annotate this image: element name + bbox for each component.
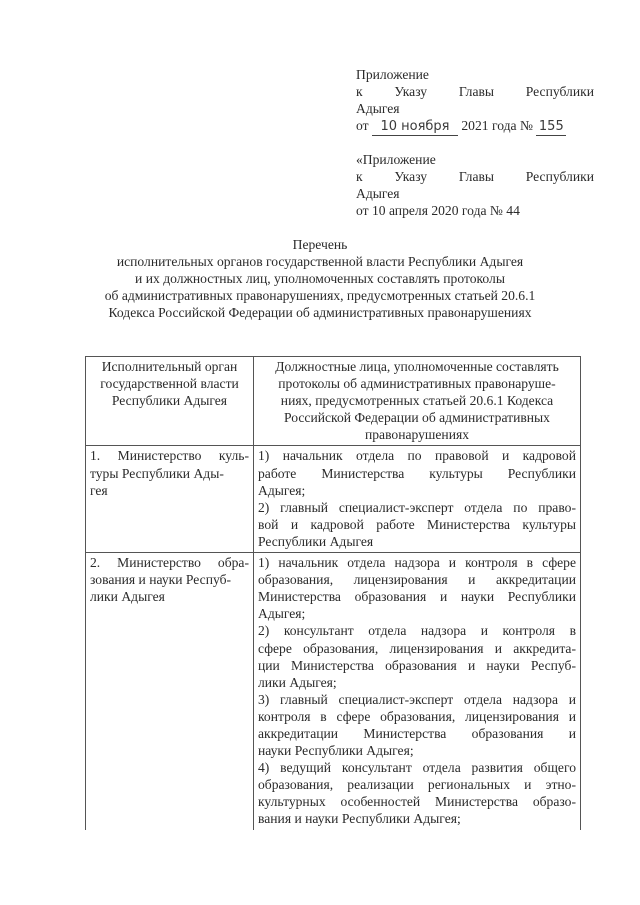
decree-date-line: [356, 117, 566, 136]
official-line: контроля в сфере образования, лицензирования и: [258, 708, 576, 724]
header-officials-line: ниях, предусмотренных статьей 20.6.1 Кодекса: [280, 393, 554, 409]
table-header-row: [86, 357, 581, 446]
official-line: Адыгея;: [258, 482, 306, 498]
officials-table: [85, 356, 581, 830]
official-line: Республики Адыгея: [258, 533, 374, 549]
header-organ-line: Республики Адыгея: [111, 393, 228, 409]
header-officials: [254, 357, 581, 446]
official-line: ции Министерства образования и науки Респуб-: [258, 657, 576, 673]
handwritten-number: 155: [536, 118, 566, 136]
title-line-4: об административных правонарушениях, предусмотренных статьей 20.6.1: [104, 288, 536, 303]
title-line-3: и их должностных лиц, уполномоченных составлять протоколы: [135, 271, 505, 286]
official-line: сфере образования, лицензирования и аккредита-: [258, 640, 576, 656]
organ-line: 2. Министерство обра-: [90, 555, 249, 571]
official-line: 2) консультант отдела надзора и контроля в: [258, 623, 576, 639]
official-line: 4) ведущий консультант отдела развития общего: [258, 760, 576, 776]
official-line: 1) начальник отдела по правовой и кадровой: [258, 448, 576, 464]
organ-cell: [86, 553, 254, 830]
official-line: аккредитации Министерства образования и: [258, 725, 576, 741]
organ-cell: [86, 446, 254, 553]
table-row: [86, 446, 581, 553]
decree-reference: к Указу Главы Республики: [356, 84, 594, 99]
previous-decree-reference: к Указу Главы Республики: [356, 169, 594, 184]
previous-republic-name: Адыгея: [356, 186, 400, 201]
official-line: науки Республики Адыгея;: [258, 743, 414, 759]
organ-line: 1. Министерство куль-: [90, 448, 249, 464]
official-line: 1) начальник отдела надзора и контроля в сфере: [258, 555, 576, 571]
document-title: Перечень: [292, 237, 348, 252]
title-line-5: Кодекса Российской Федерации об административных правонарушениях: [108, 305, 532, 320]
officials-cell: [254, 446, 581, 553]
official-line: работе Министерства культуры Республики: [258, 465, 576, 481]
date-year: 2021 года №: [461, 118, 533, 133]
appendix-label: Приложение: [356, 67, 429, 82]
header-officials-line: Российской Федерации об административных: [284, 410, 550, 426]
officials-cell: [254, 553, 581, 830]
header-organ: [86, 357, 254, 446]
official-line: образования, лицензирования и аккредитации: [258, 572, 576, 588]
official-line: лики Адыгея;: [258, 674, 337, 690]
previous-decree-date: от 10 апреля 2020 года № 44: [356, 203, 520, 218]
header-officials-line: протоколы об административных правонаруше-: [278, 376, 556, 392]
official-line: культурных особенностей Министерства образо-: [258, 794, 576, 810]
republic-name: Адыгея: [356, 101, 400, 116]
handwritten-date: 10 ноября: [372, 118, 458, 136]
header-organ-line: Исполнительный орган: [101, 359, 238, 374]
title-line-2: исполнительных органов государственной власти Республики Адыгея: [116, 254, 524, 269]
header-officials-line: Должностные лица, уполномоченные составлять: [275, 359, 559, 374]
organ-line: зования и науки Респуб-: [90, 572, 232, 588]
header-organ-line: государственной власти: [100, 376, 239, 392]
official-line: Министерства образования и науки Республики: [258, 589, 576, 605]
organ-line: туры Республики Ады-: [90, 465, 224, 481]
official-line: вания и науки Республики Адыгея;: [258, 811, 461, 827]
official-line: вой и кадровой работе Министерства культуры: [258, 516, 576, 532]
official-line: образования, реализации региональных и этно-: [258, 777, 576, 793]
table-row: [86, 553, 581, 830]
official-line: Адыгея;: [258, 606, 306, 622]
previous-appendix-label: «Приложение: [356, 152, 436, 167]
official-line: 3) главный специалист-эксперт отдела надзора и: [258, 691, 576, 707]
organ-line: гея: [90, 482, 108, 498]
official-line: 2) главный специалист-эксперт отдела по право-: [258, 499, 576, 515]
header-officials-line: правонарушениях: [364, 427, 470, 443]
date-prefix: от: [356, 118, 369, 133]
organ-line: лики Адыгея: [90, 589, 165, 605]
